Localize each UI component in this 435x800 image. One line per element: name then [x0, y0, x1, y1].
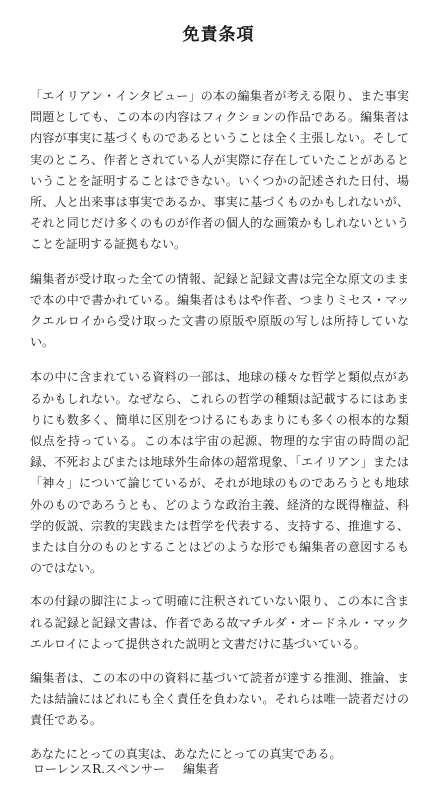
signature-line — [33, 761, 219, 777]
paragraph-6: あなたにとっての真実は、あなたにとっての真実である。 — [30, 746, 342, 761]
signature-role: 編集者 — [182, 762, 219, 776]
paragraph-2: 編集者が受け取った全ての情報、記録と記録文書は完全な原文のままで本の中で書かれている。編集者はもはや作者、つまりミセス・マックエルロイから受け取った文書の原版や原版の写しは所持していない。 — [30, 271, 409, 350]
paragraph-3: 本の中に含まれている資料の一部は、地球の様々な哲学と類似点があるかもしれない。なぜなら、これらの哲学の種類は記載するにはあまりにも数多く、簡単に区別をつけるにもあまりにも多くの根本的な類似点を持っている。この本は宇宙の起源、物理的な宇宙の時間の記録、不死およびまたは地球外生命体の超常現象、「エイリアン」または「神々」について論じているが、それが地球のものであろうとも地球外のものであろうとも、どのような政治主義、経済的な既得権益、科学的仮説、宗教的実践または哲学を代表する、支持する、推進する、または自分のものとすることはどのような形でも編集者の意図するものではない。 — [30, 370, 409, 576]
paragraph-5: 編集者は、この本の中の資料に基づいて読者が達する推測、推論、または結論にはどれにも全く責任を負わない。それらは唯一読者だけの責任である。 — [30, 671, 409, 728]
paragraph-1: 「エイリアン・インタビュー」の本の編集者が考える限り、また事実問題としても、この本の内容はフィクションの作品である。編集者は内容が事実に基づくものであるということは全く主張しない。そして実のところ、作者とされている人が実際に存在していたことがあるということを証明することはできない。いくつかの記述された日付、場所、人と出来事は事実であるか、事実に基づくものかもしれないが、それと同じだけ多くのものが作者の個人的な画策かもしれないということを証明する証拠もない。 — [30, 89, 409, 252]
page-title: 免責条項 — [182, 25, 255, 45]
signature-name: ローレンスR.スペンサー — [33, 762, 165, 776]
disclaimer-body — [30, 86, 409, 777]
paragraph-4: 本の付録の脚注によって明確に注釈されていない限り、この本に含まれる記録と記録文書は、作者である故マチルダ・オードネル・マックエルロイによって提供された説明と文書だけに基づいている。 — [30, 594, 409, 651]
